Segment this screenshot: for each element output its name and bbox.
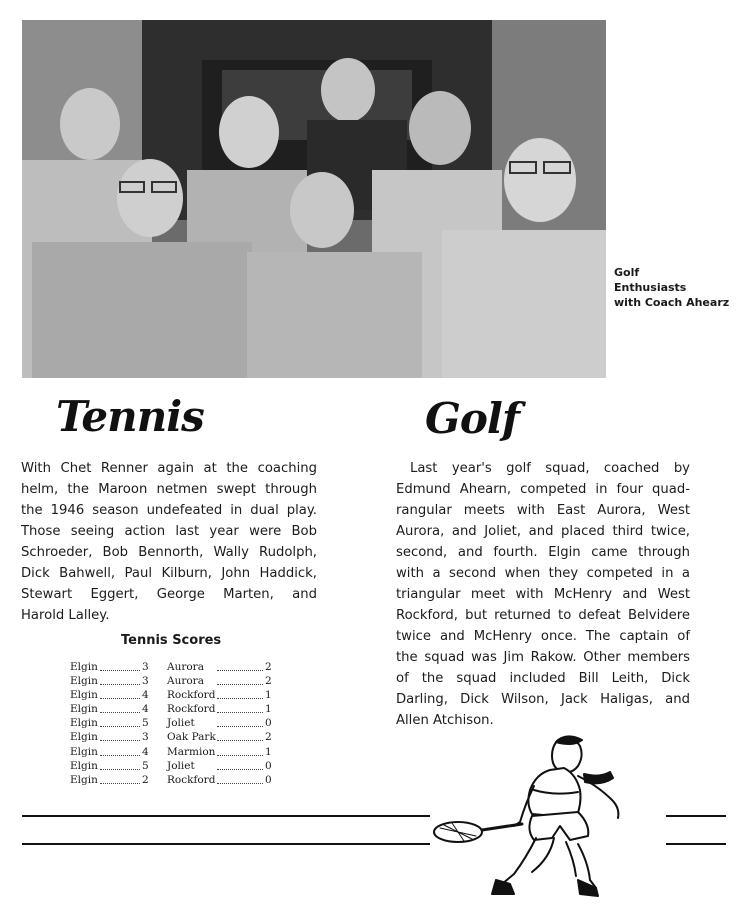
score-opponent-value: 1 bbox=[265, 745, 272, 758]
score-team: Elgin bbox=[70, 675, 98, 688]
table-row bbox=[70, 760, 280, 774]
score-value: 5 bbox=[142, 717, 149, 730]
text-line: rangular meets with East Aurora, West bbox=[396, 503, 690, 518]
score-opponent: Oak Park bbox=[167, 731, 216, 744]
score-opponent: Joliet bbox=[167, 759, 195, 772]
tennis-scores-heading: Tennis Scores bbox=[121, 633, 222, 648]
golf-title: Golf bbox=[425, 394, 519, 443]
score-opponent-value: 1 bbox=[265, 689, 272, 702]
score-value: 4 bbox=[142, 745, 149, 758]
leader-dots bbox=[217, 760, 263, 770]
table-row bbox=[70, 717, 280, 731]
leader-dots bbox=[217, 689, 263, 699]
leader-dots bbox=[217, 774, 263, 784]
score-team: Elgin bbox=[70, 759, 98, 772]
text-line: the squad was Jim Rakow. Other members bbox=[396, 650, 690, 665]
score-opponent: Rockford bbox=[167, 703, 216, 716]
score-team: Elgin bbox=[70, 773, 98, 786]
leader-dots bbox=[217, 703, 263, 713]
divider-rule bbox=[22, 843, 430, 845]
score-value: 3 bbox=[142, 675, 149, 688]
leader-dots bbox=[100, 746, 140, 756]
tennis-paragraph bbox=[21, 458, 317, 626]
score-team: Elgin bbox=[70, 703, 98, 716]
text-line: Rockford, but returned to defeat Belvidere bbox=[396, 608, 690, 623]
text-line: the 1946 season undefeated in dual play. bbox=[21, 503, 317, 518]
caption-line: Enthusiasts bbox=[614, 281, 687, 294]
text-line: Schroeder, Bob Bennorth, Wally Rudolph, bbox=[21, 545, 317, 560]
score-team: Elgin bbox=[70, 745, 98, 758]
table-row bbox=[70, 689, 280, 703]
text-line: With Chet Renner again at the coaching bbox=[21, 461, 317, 476]
tennis-player-illustration-icon bbox=[430, 730, 660, 900]
score-opponent: Aurora bbox=[167, 675, 204, 688]
golf-paragraph bbox=[396, 458, 690, 731]
score-value: 3 bbox=[142, 661, 149, 673]
text-line: triangular meet with McHenry and West bbox=[396, 587, 690, 602]
text-line: with a second when they competed in a bbox=[396, 566, 690, 581]
score-opponent-value: 0 bbox=[265, 773, 272, 786]
score-opponent: Marmion bbox=[167, 745, 216, 758]
score-opponent-value: 2 bbox=[265, 731, 272, 744]
tennis-player-illustration bbox=[430, 730, 660, 905]
text-line: Allen Atchison. bbox=[396, 713, 494, 728]
score-opponent-value: 2 bbox=[265, 675, 272, 688]
text-line: Those seeing action last year were Bob bbox=[21, 524, 317, 539]
score-opponent-value: 1 bbox=[265, 703, 272, 716]
table-row bbox=[70, 746, 280, 760]
text-line: Last year's golf squad, coached by bbox=[410, 461, 690, 476]
score-opponent: Rockford bbox=[167, 689, 216, 702]
text-line: Harold Lalley. bbox=[21, 608, 110, 623]
score-opponent: Rockford bbox=[167, 773, 216, 786]
text-line: Dick Bahwell, Paul Kilburn, John Haddick, bbox=[21, 566, 317, 581]
score-team: Elgin bbox=[70, 717, 98, 730]
text-line: Stewart Eggert, George Marten, and bbox=[21, 587, 317, 602]
team-photo bbox=[22, 20, 606, 378]
text-line: Darling, Dick Wilson, Jack Haligas, and bbox=[396, 692, 690, 707]
score-value: 3 bbox=[142, 731, 149, 744]
divider-rule bbox=[666, 843, 726, 845]
score-opponent-value: 0 bbox=[265, 717, 272, 730]
leader-dots bbox=[217, 661, 263, 671]
caption-line: Golf bbox=[614, 266, 640, 279]
leader-dots bbox=[100, 703, 140, 713]
text-line: helm, the Maroon netmen swept through bbox=[21, 482, 317, 497]
leader-dots bbox=[217, 675, 263, 685]
leader-dots bbox=[217, 746, 263, 756]
score-opponent: Joliet bbox=[167, 717, 195, 730]
team-photo-icon bbox=[22, 20, 606, 378]
caption-line: with Coach Ahearz bbox=[614, 296, 730, 309]
score-opponent-value: 2 bbox=[265, 661, 272, 673]
score-team: Elgin bbox=[70, 731, 98, 744]
text-line: Edmund Ahearn, competed in four quad- bbox=[396, 482, 690, 497]
photo-caption bbox=[614, 265, 744, 310]
score-value: 4 bbox=[142, 703, 149, 716]
score-opponent-value: 0 bbox=[265, 759, 272, 772]
score-opponent: Aurora bbox=[167, 661, 204, 673]
tennis-scores-table bbox=[70, 661, 280, 788]
text-line: twice and McHenry once. The captain of bbox=[396, 629, 690, 644]
leader-dots bbox=[100, 689, 140, 699]
score-team: Elgin bbox=[70, 689, 98, 702]
score-value: 4 bbox=[142, 689, 149, 702]
leader-dots bbox=[100, 717, 140, 727]
leader-dots bbox=[217, 717, 263, 727]
divider-rule bbox=[22, 815, 430, 817]
table-row bbox=[70, 774, 280, 788]
table-row bbox=[70, 703, 280, 717]
leader-dots bbox=[100, 760, 140, 770]
table-row bbox=[70, 731, 280, 745]
text-line: Aurora, and Joliet, and placed third twice, bbox=[396, 524, 690, 539]
table-row bbox=[70, 675, 280, 689]
leader-dots bbox=[100, 661, 140, 671]
tennis-title: Tennis bbox=[56, 392, 204, 441]
score-team: Elgin bbox=[70, 661, 98, 673]
leader-dots bbox=[100, 675, 140, 685]
score-value: 5 bbox=[142, 759, 149, 772]
leader-dots bbox=[217, 731, 263, 741]
leader-dots bbox=[100, 774, 140, 784]
leader-dots bbox=[100, 731, 140, 741]
divider-rule bbox=[666, 815, 726, 817]
score-value: 2 bbox=[142, 773, 149, 786]
text-line: second, and fourth. Elgin came through bbox=[396, 545, 690, 560]
table-row bbox=[70, 661, 280, 675]
text-line: of the squad included Bill Leith, Dick bbox=[396, 671, 690, 686]
